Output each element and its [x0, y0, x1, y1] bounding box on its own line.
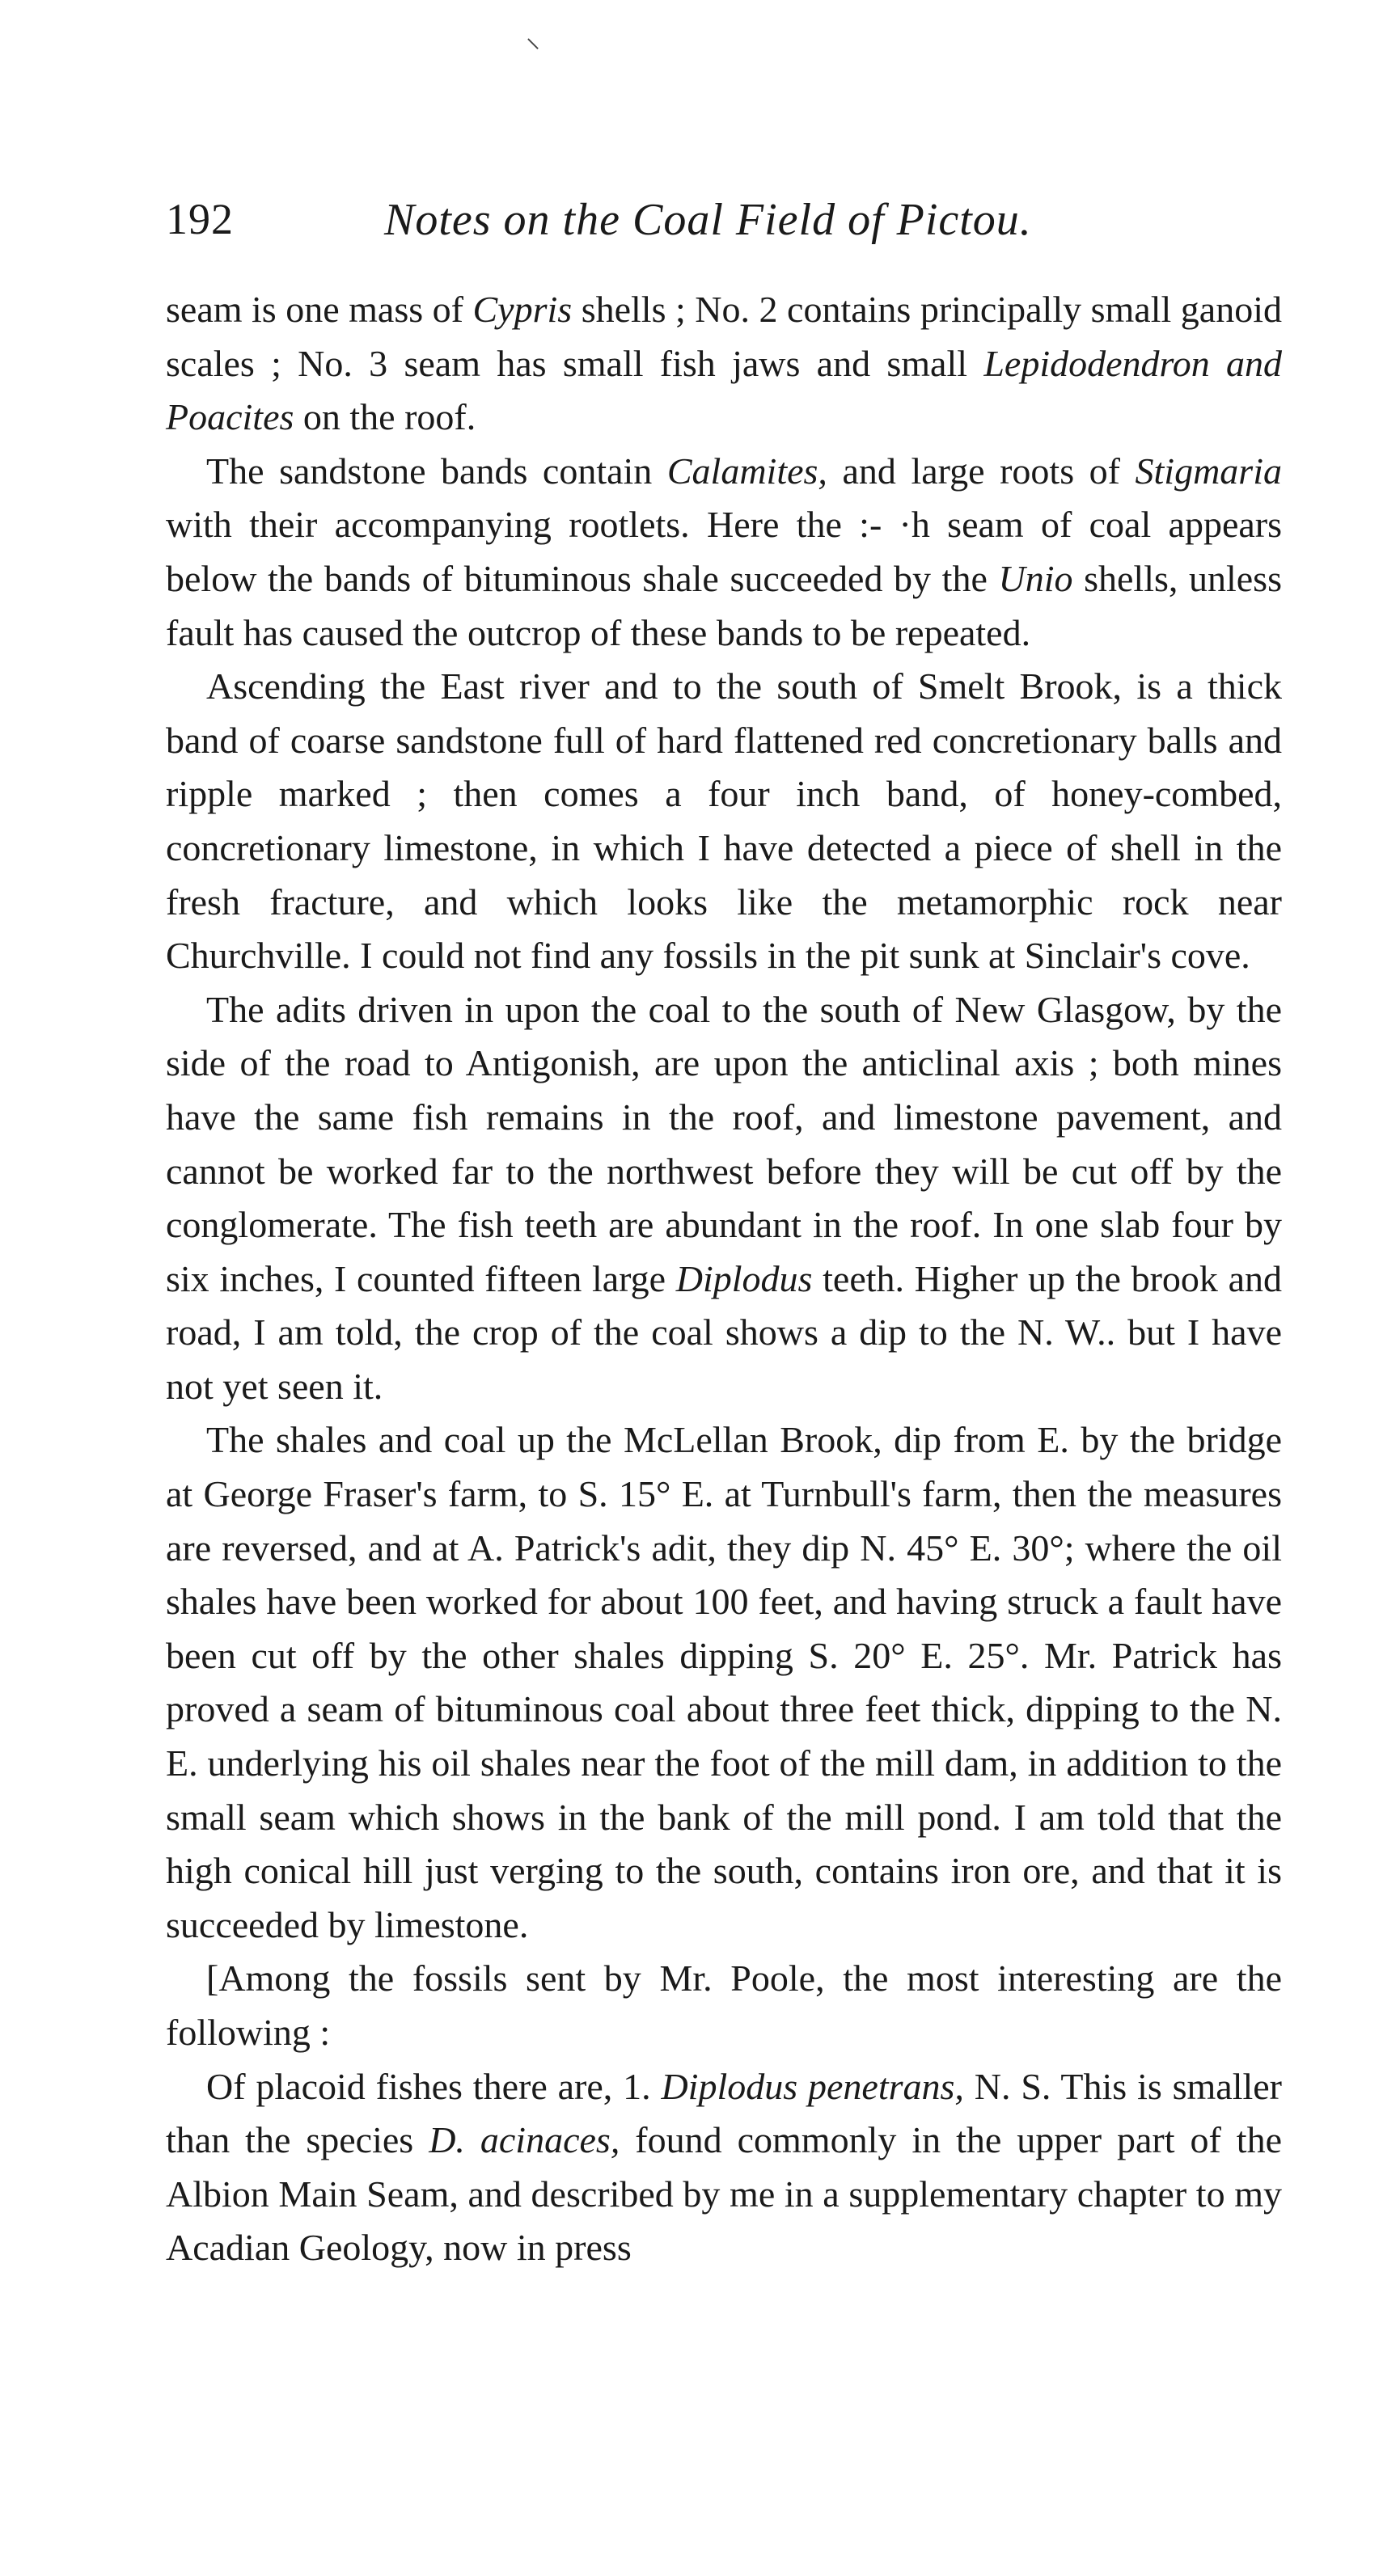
text-run: teeth. Higher up the brook and road, I am told, the crop of the coal shows a dip to the N. W.. but I have not yet seen it. — [166, 1257, 1283, 1407]
text-run: N. S. This is smaller than the species — [166, 2065, 1282, 2161]
paragraph — [166, 2060, 1282, 2275]
running-title: Notes on the Coal Field of Pictou. — [384, 195, 1032, 245]
paragraph — [166, 660, 1282, 983]
stray-mark: ⸜ — [526, 21, 540, 53]
body-text — [166, 283, 1282, 2275]
paragraph — [166, 1413, 1282, 1952]
paragraph — [166, 445, 1282, 660]
paragraph — [166, 283, 1282, 445]
italic-text: Diplodus penetrans, — [661, 2065, 964, 2107]
text-run: Of placoid fishes there are, 1. — [206, 2065, 662, 2107]
text-run: The shales and coal up the McLellan Brook, dip from E. by the bridge at George Fraser's farm, to S. 15° E. at Turnbull's farm, then the measures are reversed, and at A. Patrick's adit, they dip N. 45° E. 30°; where the oil shales have been worked for about 100 feet, and having struck a fault have been cut off by the other shales dipping S. 20° E. 25°. Mr. Patrick has proved a seam of bituminous coal about three feet thick, dipping to the N. E. underlying his oil shales near the foot of the mill dam, in addition to the small seam which shows in the bank of the mill pond. I am told that the high conical hill just verging to the south, contains iron ore, and that it is succeeded by limestone. — [166, 1419, 1282, 1945]
page-header — [166, 194, 1282, 259]
paragraph — [166, 1952, 1282, 2059]
italic-text: Unio — [998, 557, 1073, 599]
text-run: Ascending the East river and to the south of Smelt Brook, is a thick band of coarse sandstone full of hard flattened red concretionary balls and ripple marked ; then comes a four inch band, of honey-combed, concretionary limestone, in which I have detected a piece of shell in the fresh fracture, and which looks like the metamorphic rock near Churchville. I could not find any fossils in the pit sunk at Sinclair's cove. — [166, 665, 1282, 977]
text-run: found commonly in the upper part of the Albion Main Seam, and described by me in a supplementary chapter to my Acadian Geology, now in press — [166, 2119, 1283, 2269]
italic-text: Lepidodendron and Poacites — [166, 342, 1282, 438]
italic-text: Cypris — [472, 289, 573, 330]
text-run: and large roots of — [827, 450, 1136, 492]
text-run: shells, unless fault has caused the outcrop of these bands to be repeated. — [166, 557, 1282, 653]
paragraph — [166, 983, 1282, 1414]
italic-text: D. acinaces, — [429, 2119, 620, 2161]
text-run: seam is one mass of — [166, 289, 473, 330]
text-run: with their accompanying rootlets. Here the :- ·h seam of coal appears below the bands of bituminous shale succeeded by the — [166, 504, 1282, 599]
text-run: The adits driven in upon the coal to the south of New Glasgow, by the side of the road to Antigonish, are upon the anticlinal axis ; both mines have the same fish remains in the roof, and limestone pavement, and cannot be worked far to the northwest before they will be cut off by the conglomerate. The fish teeth are abundant in the roof. In one slab four by six inches, I counted fifteen large — [166, 988, 1282, 1299]
page-number: 192 — [166, 195, 234, 243]
italic-text: Diplodus — [675, 1257, 813, 1299]
text-run: shells ; No. 2 contains principally small ganoid scales ; No. 3 seam has small fish jaws and small — [166, 289, 1282, 384]
text-run: on the roof. — [294, 396, 476, 438]
italic-text: Calamites, — [666, 450, 827, 492]
text-run: [Among the fossils sent by Mr. Poole, the most interesting are the following : — [166, 1957, 1282, 2053]
italic-text: Stigmaria — [1135, 450, 1282, 492]
text-run: The sandstone bands contain — [206, 450, 667, 492]
